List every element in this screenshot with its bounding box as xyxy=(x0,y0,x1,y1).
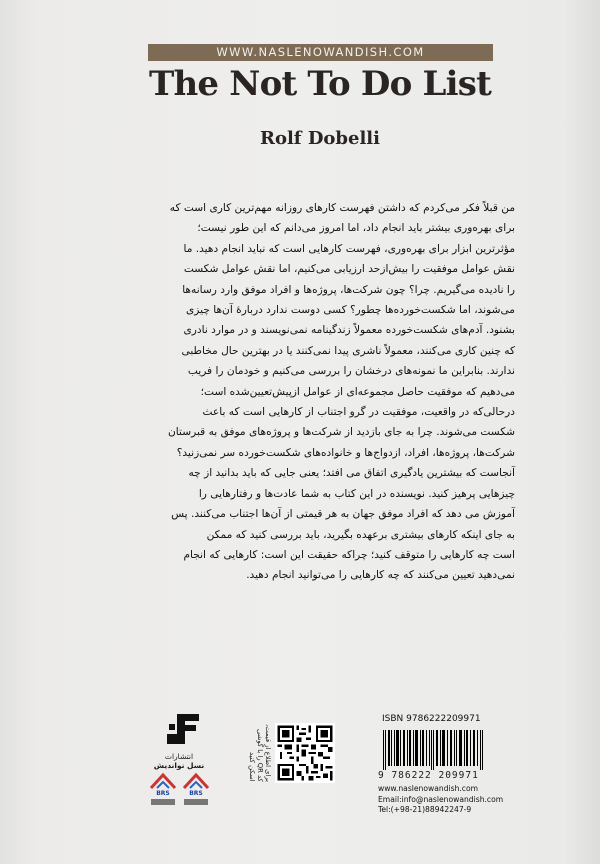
blurb-line: نمی‌دهید تعیین می‌کنند که چه کارهایی را می‌توانید انجام دهید. xyxy=(246,569,515,582)
brs-badge-label: BRS xyxy=(189,790,203,797)
blurb-line: می‌دهیم که موفقیت حاصل مجموعه‌ای از عوامل ازپیش‌تعیین‌شده است؛ xyxy=(200,385,515,398)
blurb-line: شکست می‌شوند. چرا به جای بازدید از شرکت‌ها و پروژه‌های موفق به قبرستان xyxy=(168,426,515,439)
certification-badges xyxy=(149,772,211,810)
website-link[interactable]: www.naslenowandish.com xyxy=(378,784,479,793)
blurb-line: برای بهره‌وری بیشتر باید انجام داد، اما امروز می‌دانم که این طور نیست؛ xyxy=(197,222,515,235)
qr-instruction: برای اطلاع از قیمت، کد QR را با گوشی اسکن کنید xyxy=(248,723,272,782)
blurb-line: درحالی‌که در واقعیت، موفقیت در گرو اجتناب از کارهایی است که باعث xyxy=(202,406,515,419)
blurb-line: که چنین کاری می‌کنند، معمولاً ناشری پیدا نمی‌کنند یا در بهترین حال مخاطبی xyxy=(181,344,515,357)
barcode-number: 9 786222 209971 xyxy=(378,770,479,781)
blurb-line: آموزش می دهد که افراد موفق جهان به هر قیمتی از آن‌ها اجتناب می‌کنند. پس xyxy=(171,508,515,521)
phone-number: Tel:(+98-21)88942247-9 xyxy=(378,805,472,814)
blurb-line: به جای اینکه کارهای بیشتری برعهده بگیرید، باید بررسی کنید که ممکن xyxy=(206,528,515,541)
blurb-line: مؤثرترین ابزار برای بهره‌وری، فهرست کارهایی است که نباید انجام دهید. ما xyxy=(183,242,515,255)
blurb-line: چیزهایی پرهیز کنید. نویسنده در این کتاب به شما عادت‌ها و رفتارهایی را xyxy=(198,487,515,500)
blurb-line: شرکت‌ها، پروژه‌ها، افراد، ازدواج‌ها و خانواده‌های شکست‌خورده سر نمی‌زنید؟ xyxy=(176,446,515,459)
brs-badge-label: BRS xyxy=(156,790,170,797)
blurb-line: ندارند. بنابراین ما نمونه‌های درخشان را بررسی می‌کنیم و خودمان را فریب xyxy=(187,365,515,378)
blurb-line: را نادیده می‌گیریم. چرا؟ چون شرکت‌ها، پروژه‌ها و افراد موفق وارد رسانه‌ها xyxy=(182,283,515,296)
brs-badge xyxy=(182,772,210,810)
isbn-barcode xyxy=(380,730,488,770)
author-name: Rolf Dobelli xyxy=(260,128,380,149)
isbn-label: ISBN 9786222209971 xyxy=(382,714,481,724)
qr-code[interactable] xyxy=(275,723,335,783)
brs-badge xyxy=(149,772,177,810)
publisher-name-line2: نسل نواندیش xyxy=(153,761,205,770)
blurb-line: آنجاست که بیشترین یادگیری اتفاق می افتد؛ یعنی جایی که باید بدانید از چه xyxy=(188,467,515,480)
blurb-line: است چه کارهایی را متوقف کنید؛ چراکه حقیقت این است: کارهایی که انجام xyxy=(183,548,515,561)
blurb-line: من قبلاً فکر می‌کردم که داشتن فهرست کارهای روزانه مهم‌ترین کاری است که xyxy=(169,202,515,214)
publisher-logo xyxy=(148,712,210,772)
blurb-text xyxy=(123,198,515,586)
publisher-name-line1: انتشارات xyxy=(164,752,194,761)
contact-info xyxy=(378,784,504,816)
book-title: The Not To Do List xyxy=(149,64,491,104)
website-banner: WWW.NASLENOWANDISH.COM xyxy=(148,44,493,61)
blurb-line: بشنود. آدم‌های شکست‌خورده معمولاً زندگینامه نمی‌نویسند و در موارد نادری xyxy=(183,324,515,337)
email-link[interactable]: Email:info@naslenowandish.com xyxy=(378,794,504,804)
publisher-logo-icon xyxy=(164,712,202,750)
blurb-line: نقش عوامل موفقیت را بیش‌ازحد ارزیابی می‌کنیم، اما نقش عوامل شکست xyxy=(183,263,515,276)
blurb-line: می‌شوند، اما شکست‌خورده‌ها چطور؟ کسی دوست ندارد دربارهٔ آن‌ها چیزی xyxy=(185,304,515,317)
publisher-name xyxy=(148,752,210,770)
